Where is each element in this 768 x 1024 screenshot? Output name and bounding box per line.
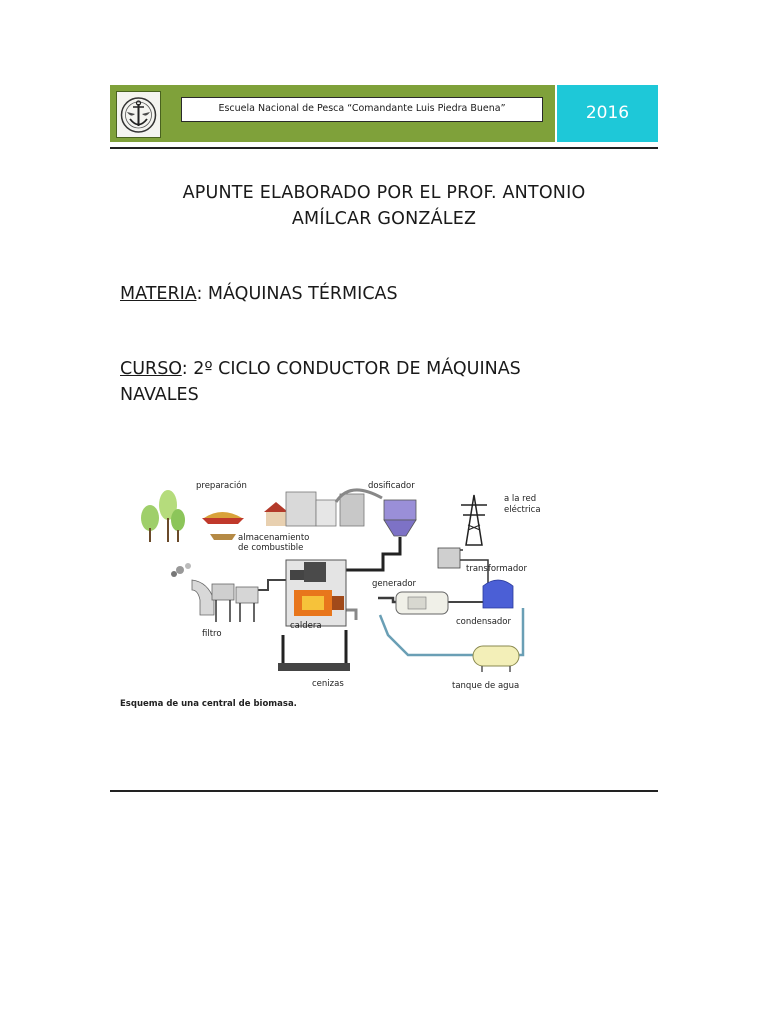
materia-label: MATERIA [120, 284, 197, 304]
document-title [110, 180, 658, 232]
footer-divider [110, 790, 658, 792]
anchor-emblem-icon [117, 92, 160, 137]
label-filtro: filtro [202, 629, 222, 639]
label-cenizas: cenizas [312, 679, 344, 689]
label-condensador: condensador [456, 617, 512, 627]
curso-label: CURSO [120, 359, 182, 379]
year-badge: 2016 [557, 85, 658, 142]
label-red-2: eléctrica [504, 505, 541, 515]
curso-value: : 2º CICLO CONDUCTOR DE MÁQUINAS [181, 359, 521, 379]
diagram-caption: Esquema de una central de biomasa. [120, 699, 297, 709]
label-almacenamiento-1: almacenamiento [238, 533, 310, 543]
curso-line [120, 356, 640, 408]
materia-value: : MÁQUINAS TÉRMICAS [196, 284, 398, 304]
header-band [165, 85, 555, 142]
logo-frame [110, 85, 165, 142]
school-name: Escuela Nacional de Pesca “Comandante Luis Piedra Buena” [181, 97, 543, 122]
title-line-1: APUNTE ELABORADO POR EL PROF. ANTONIO [182, 183, 586, 203]
label-dosificador: dosificador [368, 481, 415, 491]
document-header [110, 85, 658, 142]
label-tanque: tanque de agua [452, 681, 520, 691]
label-caldera: caldera [290, 621, 322, 631]
biomass-plant-diagram [118, 450, 560, 718]
header-divider [110, 147, 658, 149]
label-almacenamiento-2: de combustible [238, 543, 304, 553]
label-preparacion: preparación [196, 481, 247, 491]
materia-line [120, 281, 640, 307]
label-generador: generador [372, 579, 417, 589]
label-red-1: a la red [504, 494, 537, 504]
label-transformador: transformador [466, 564, 527, 574]
diagram-canvas [118, 450, 560, 718]
school-logo [116, 91, 161, 138]
title-line-2: AMÍLCAR GONZÁLEZ [291, 209, 477, 229]
curso-value-continued: NAVALES [120, 385, 199, 405]
